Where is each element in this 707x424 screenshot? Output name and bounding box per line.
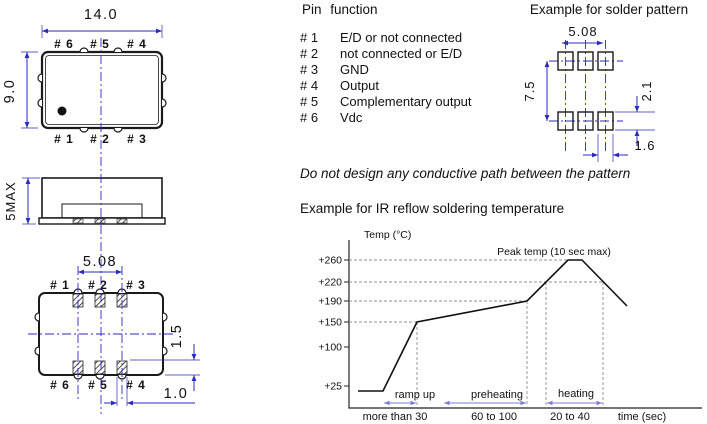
top-view-pin2-label: # 2 <box>90 132 110 146</box>
pin-number: # 1 <box>300 30 319 45</box>
ytick-100: +100 <box>318 341 342 354</box>
pin-function-row <box>300 30 505 46</box>
pin1-marker-dot <box>58 107 67 116</box>
pin-number: # 4 <box>300 78 319 93</box>
top-view-width-dimension <box>42 7 162 38</box>
xlabel-more-than-30: more than 30 <box>362 411 428 423</box>
ytick-260: +260 <box>318 254 342 267</box>
pin-number: # 5 <box>300 94 319 109</box>
pin-description: not connected or E/D <box>340 46 463 61</box>
bottom-view-pin5-label: # 5 <box>88 378 108 392</box>
chart-y-axis-label: Temp (°C) <box>364 229 412 241</box>
ytick-25: +25 <box>324 380 342 393</box>
pin-function-section <box>300 2 505 126</box>
pin-function-row <box>300 46 505 62</box>
side-view-body <box>42 178 162 218</box>
ytick-190: +190 <box>318 295 342 308</box>
reflow-chart-title: Example for IR reflow soldering temperature <box>300 201 565 216</box>
ytick-150: +150 <box>318 316 342 329</box>
side-view-height-dimension <box>3 178 40 224</box>
dim-5.08: 5.08 <box>82 254 118 270</box>
pin-function-row <box>300 78 505 94</box>
pin-function-row <box>300 94 505 110</box>
chart-y-ticks <box>344 260 349 386</box>
bottom-view-pin3-label: # 3 <box>126 278 146 292</box>
pin-number: # 6 <box>300 110 319 125</box>
pin-function-row <box>300 62 505 78</box>
top-view-height-dimension <box>2 52 38 128</box>
top-view-pin6-label: # 6 <box>54 37 74 51</box>
pin-description: GND <box>340 62 369 77</box>
side-view <box>3 178 165 224</box>
xlabel-60-to-100: 60 to 100 <box>471 411 517 423</box>
bottom-view <box>35 254 200 406</box>
reflow-temperature-chart <box>300 224 707 424</box>
solder-pattern-drawing <box>505 0 707 168</box>
dim-14.0: 14.0 <box>83 7 119 23</box>
pin-description: E/D or not connected <box>340 30 463 45</box>
bottom-view-pin6-label: # 6 <box>50 378 70 392</box>
top-view-pin1-label: # 1 <box>54 132 74 146</box>
pin-description: Complementary output <box>340 94 472 109</box>
xlabel-time-sec: time (sec) <box>617 411 667 423</box>
region-label-ramp-up: ramp up <box>394 389 436 401</box>
dim-row-spacing: 7.5 <box>522 80 537 102</box>
dim-1.5: 1.5 <box>169 323 185 349</box>
dim-1.0: 1.0 <box>163 386 189 402</box>
solder-pad-height-dimension <box>615 80 655 146</box>
top-view-outline <box>42 52 162 128</box>
package-drawings <box>0 0 240 424</box>
dim-9.0: 9.0 <box>2 78 18 104</box>
pin-number: # 3 <box>300 62 319 77</box>
dim-pad-width: 1.6 <box>634 138 656 153</box>
bottom-view-pin1-label: # 1 <box>50 278 70 292</box>
pin-function-title: Pin function <box>302 2 378 17</box>
region-label-heating: heating <box>557 388 595 400</box>
bottom-view-pin4-label: # 4 <box>126 378 146 392</box>
top-view-pin5-label: # 5 <box>90 37 110 51</box>
top-view <box>2 7 166 146</box>
pin-function-row <box>300 110 505 126</box>
top-view-pin4-label: # 4 <box>127 37 147 51</box>
dim-pad-pitch: 5.08 <box>568 24 598 39</box>
bottom-view-pitch-dimension <box>78 254 122 272</box>
ytick-220: +220 <box>318 276 342 289</box>
region-label-preheating: preheating <box>471 389 523 401</box>
bottom-view-pin2-label: # 2 <box>88 278 108 292</box>
solder-pitch-dimension <box>562 24 603 43</box>
bottom-view-pad-width-dimension <box>104 377 195 406</box>
solder-pattern-centerlines <box>549 40 623 152</box>
solder-pad-width-dimension <box>583 134 656 162</box>
reflow-profile-curve <box>358 260 627 391</box>
solder-pattern-title: Example for solder pattern <box>529 2 689 17</box>
dim-pad-height: 2.1 <box>639 80 654 102</box>
chart-axes <box>349 240 702 408</box>
pin-description: Output <box>340 78 380 93</box>
xlabel-20-to-40: 20 to 40 <box>550 411 590 423</box>
solder-row-spacing-dimension <box>522 61 547 121</box>
pin-description: Vdc <box>340 110 363 125</box>
pin-number: # 2 <box>300 46 319 61</box>
side-view-pads <box>73 219 127 223</box>
peak-temp-annotation: Peak temp (10 sec max) <box>497 246 611 258</box>
top-view-pin3-label: # 3 <box>127 132 147 146</box>
dim-5max: 5MAX <box>3 181 18 221</box>
conductive-path-note: Do not design any conductive path between the pattern <box>300 166 631 181</box>
